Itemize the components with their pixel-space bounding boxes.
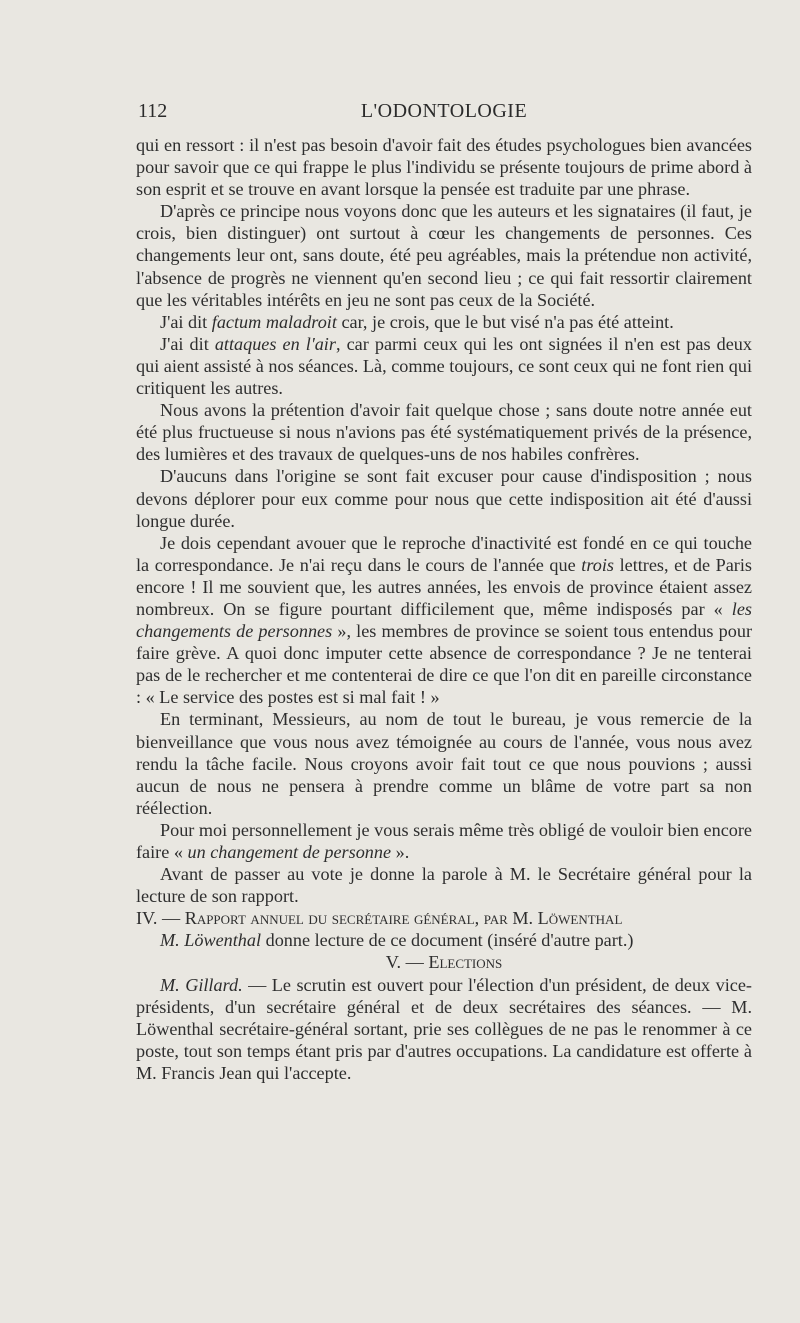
section-iv-number: IV. — (136, 908, 185, 929)
paragraph-12 (136, 974, 752, 1084)
p12-italic: M. Gillard. (160, 974, 243, 995)
p7-italic-1: trois (581, 554, 614, 575)
p11-text-b: donne lecture de ce document (inséré d'autre part.) (261, 930, 634, 951)
p3-text-b: car, je crois, que le but visé n'a pas été atteint. (336, 311, 674, 332)
paragraph-3 (136, 311, 752, 333)
p7-text-c: », les membres de province se soient tous entendus pour faire grève. A quoi donc imputer cette absence de correspondance ? Je ne tenterai pas de le rechercher et me contenterai de dire ce que l'on dit en pareille circonstance : « Le service des postes est si mal fait ! » (136, 621, 752, 708)
paragraph-7 (136, 532, 752, 709)
paragraph-4 (136, 333, 752, 399)
paragraph-10: Avant de passer au vote je donne la parole à M. le Secrétaire général pour la lecture de son rapport. (136, 864, 752, 907)
page-number: 112 (138, 100, 168, 122)
page-header (136, 100, 752, 130)
section-heading-iv (136, 907, 752, 929)
paragraph-11 (136, 929, 752, 951)
paragraph-8: En terminant, Messieurs, au nom de tout le bureau, je vous remercie de la bienveillance que vous nous avez témoignée au cours de l'année, vous nous avez rendu la tâche facile. Nous croyons avoir fait tout ce que nous pouvions ; aussi aucun de nous ne pensera à prendre comme un blâme de votre part sa non réélection. (136, 709, 752, 818)
paragraph-6: D'aucuns dans l'origine se sont fait excuser pour cause d'indisposition ; nous devons déplorer pour eux comme pour nous que cette indisposition ait été d'aussi longue durée. (136, 466, 752, 531)
p7-italic-2: les changements de personnes (136, 598, 752, 642)
paragraph-9 (136, 819, 752, 863)
p12-text-b: — Le scrutin est ouvert pour l'élection d'un président, de deux vice-présidents, d'un secrétaire général et de deux secrétaires des séances. — M. Löwenthal secrétaire-général sortant, prie ses collègues de ne pas le renommer à ce poste, tout son temps étant pris par d'autres occupations. La candidature est offerte à M. Francis Jean qui l'accepte. (136, 974, 752, 1083)
p9-italic: un changement de personne (187, 842, 392, 862)
p9-text-b: ». (391, 842, 410, 862)
p4-italic: attaques en l'air (214, 333, 336, 354)
section-iv-title: Rapport annuel du secrétaire général, par M. Löwenthal (184, 908, 623, 929)
p3-italic: factum maladroit (211, 311, 337, 332)
section-v-title: Elections (428, 952, 503, 973)
paragraph-5: Nous avons la prétention d'avoir fait quelque chose ; sans doute notre année eut été plus fructueuse si nous n'avions pas été systématiquement privés de la présence, des lumières et des travaux de quelques-uns de nos habiles confrères. (136, 400, 752, 465)
p4-text-b: , car parmi ceux qui les ont signées il n'en est pas deux qui aient assisté à nos séances. Là, comme toujours, ce sont ceux qui ne font rien qui critiquent les autres. (136, 333, 752, 399)
paragraph-2: D'après ce principe nous voyons donc que les auteurs et les signataires (il faut, je crois, bien distinguer) ont surtout à cœur les changements de personnes. Ces changements leur ont, sans doute, été peu agréables, mais la prétendue non activité, l'absence de progrès ne viennent qu'en second lieu ; ce qui fait ressortir clairement que les véritables intérêts en jeu ne sont pas ceux de la Société. (136, 201, 752, 310)
paragraph-1: qui en ressort : il n'est pas besoin d'avoir fait des études psychologues bien avancées pour savoir que ce qui frappe le plus l'individu se présente toujours de prime abord à son esprit et se trouve en avant lorsque la pensée est traduite par une phrase. (136, 135, 752, 200)
p7-text-a: Je dois cependant avouer que le reproche d'inactivité est fondé en ce qui touche la correspondance. Je n'ai reçu dans le cours de l'année que (136, 532, 752, 575)
section-heading-v (136, 951, 752, 973)
p7-text-b: lettres, et de Paris encore ! Il me souvient que, les autres années, les envois de province étaient assez nombreux. On se figure pourtant difficilement que, même indisposés par « (136, 554, 752, 619)
p3-text-a: J'ai dit (160, 311, 212, 332)
section-v-number: V. — (385, 952, 429, 973)
p9-text-a: Pour moi personnellement je vous serais même très obligé de vouloir bien encore faire « (136, 819, 752, 862)
p4-text-a: J'ai dit (160, 333, 215, 354)
body-text (136, 134, 752, 1084)
running-title: L'ODONTOLOGIE (360, 100, 528, 122)
p11-italic: M. Löwenthal (160, 930, 262, 951)
